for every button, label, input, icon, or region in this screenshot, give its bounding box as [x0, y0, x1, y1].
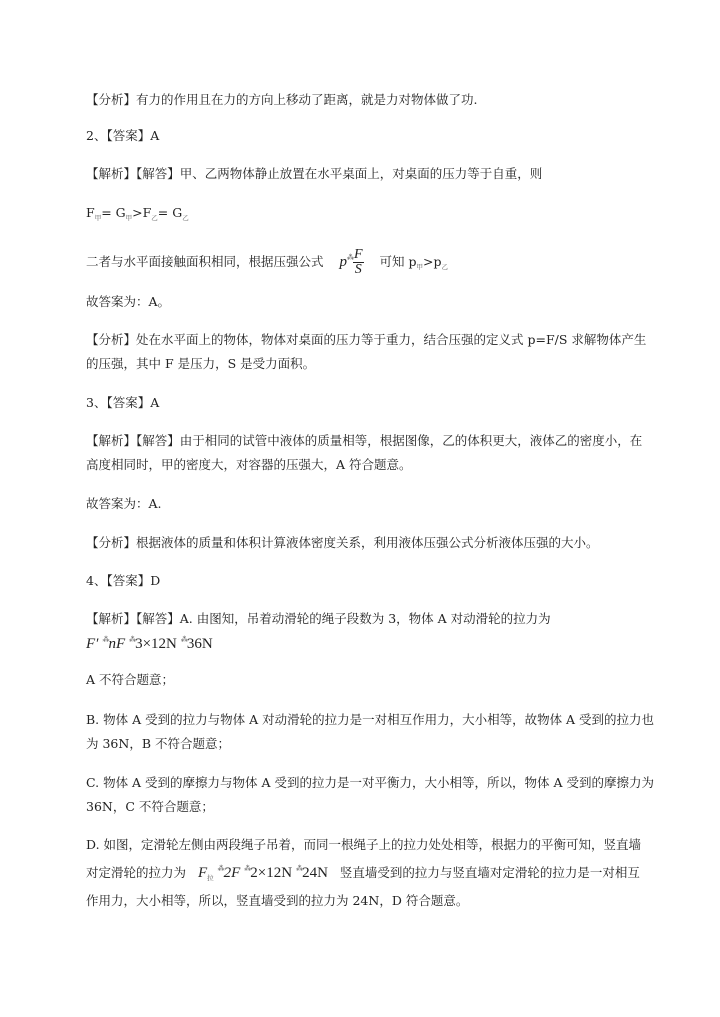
answer-3: 3、【答案】A — [86, 395, 160, 410]
conclusion-p: 可知 p — [379, 254, 417, 269]
subscript-yi: 乙 — [182, 214, 189, 222]
subscript-yi: 乙 — [441, 263, 448, 271]
equals-glyph: ⁂ — [296, 865, 303, 873]
analysis-2-a: 【分析】处在水平面上的物体，物体对桌面的压力等于重力，结合压强的定义式 p=F/S 求解物体产生 — [86, 332, 647, 347]
option-a-result: A 不符合题意； — [86, 672, 175, 687]
answer-2: 2、【答案】A — [86, 128, 160, 143]
option-c-a: C. 物体 A 受到的摩擦力与物体 A 受到的拉力是一对平衡力，大小相等，所以，物体 A 受到的摩擦力为 — [86, 775, 654, 790]
equals-g: = G — [101, 205, 126, 220]
solution-3-a: 【解析】【解答】由于相同的试管中液体的质量相等，根据图像，乙的体积更大，液体乙的密度小，在 — [86, 433, 643, 448]
p-symbol: p — [339, 254, 347, 270]
formula-intro: 二者与水平面接触面积相同，根据压强公式 — [86, 254, 324, 269]
f-symbol: F — [197, 865, 208, 881]
force-symbol: F — [86, 205, 95, 220]
analysis-1: 【分析】有力的作用且在力的方向上移动了距离，就是力对物体做了功. — [86, 92, 478, 107]
f-prime-symbol: F′ — [86, 636, 99, 652]
option-d-a: D. 如图，定滑轮左侧由两段绳子吊着，而同一根绳子上的拉力处处相等，根据力的平衡可知，竖直墙 — [86, 837, 642, 852]
equals-glyph: ⁂ — [244, 865, 251, 873]
equals-g: = G — [157, 205, 183, 220]
pressure-formula-line — [86, 248, 448, 277]
formula-intro-d: 对定滑轮的拉力为 — [86, 865, 187, 880]
greater-p: >p — [423, 254, 442, 269]
option-d-c: 作用力，大小相等，所以，竖直墙受到的拉力为 24N，D 符合题意。 — [86, 893, 469, 908]
equals-glyph: ⁂ — [217, 865, 224, 873]
product-term: 3×12N — [135, 636, 177, 652]
subscript-jia: 甲 — [416, 263, 423, 271]
answer-4: 4、【答案】D — [86, 573, 161, 588]
subscript-jia: 甲 — [125, 214, 133, 222]
numerator-f: F — [353, 247, 363, 262]
conclusion-2: 故答案为：A。 — [86, 294, 171, 309]
formula-f-prime — [86, 632, 213, 652]
two-f-term: 2F — [223, 865, 241, 881]
option-b-a: B. 物体 A 受到的拉力与物体 A 对动滑轮的拉力是一对相互作用力，大小相等，故物体 A 受到的拉力也 — [86, 712, 655, 727]
result-24n: 24N — [302, 865, 328, 881]
conclusion-3: 故答案为：A. — [86, 496, 162, 511]
greater-f: >F — [132, 205, 152, 220]
equals-glyph: ⁂ — [180, 636, 187, 644]
equals-glyph: ⁂ — [102, 636, 109, 644]
subscript-jia: 甲 — [94, 214, 102, 222]
solution-4-a: 【解析】【解答】A. 由图知，吊着动滑轮的绳子段数为 3，物体 A 对动滑轮的拉力为 — [86, 611, 551, 626]
subscript-la: 拉 — [207, 874, 214, 882]
option-c-b: 36N，C 不符合题意； — [86, 799, 214, 814]
equals-glyph: ⁂ — [346, 254, 353, 262]
solution-3-b: 高度相同时，甲的密度大，对容器的压强大，A 符合题意。 — [86, 457, 412, 472]
option-d-formula-line — [86, 861, 640, 886]
denominator-s: S — [354, 262, 362, 277]
analysis-3: 【分析】根据液体的质量和体积计算液体密度关系，利用液体压强公式分析液体压强的大小。 — [86, 535, 599, 550]
solution-2-text: 【解析】【解答】甲、乙两物体静止放置在水平桌面上，对桌面的压力等于自重，则 — [86, 166, 543, 181]
force-relation — [86, 205, 189, 226]
option-d-continuation: 竖直墙受到的拉力与竖直墙对定滑轮的拉力是一对相互 — [339, 865, 640, 880]
subscript-yi: 乙 — [151, 214, 158, 222]
equals-glyph: ⁂ — [129, 636, 136, 644]
product-term-d: 2×12N — [250, 865, 293, 881]
fraction-f-over-s — [353, 248, 364, 277]
nf-term: nF — [108, 636, 126, 652]
result-36n: 36N — [186, 636, 213, 652]
option-b-b: 为 36N，B 不符合题意； — [86, 736, 230, 751]
analysis-2-b: 的压强，其中 F 是压力，S 是受力面积。 — [86, 356, 316, 371]
